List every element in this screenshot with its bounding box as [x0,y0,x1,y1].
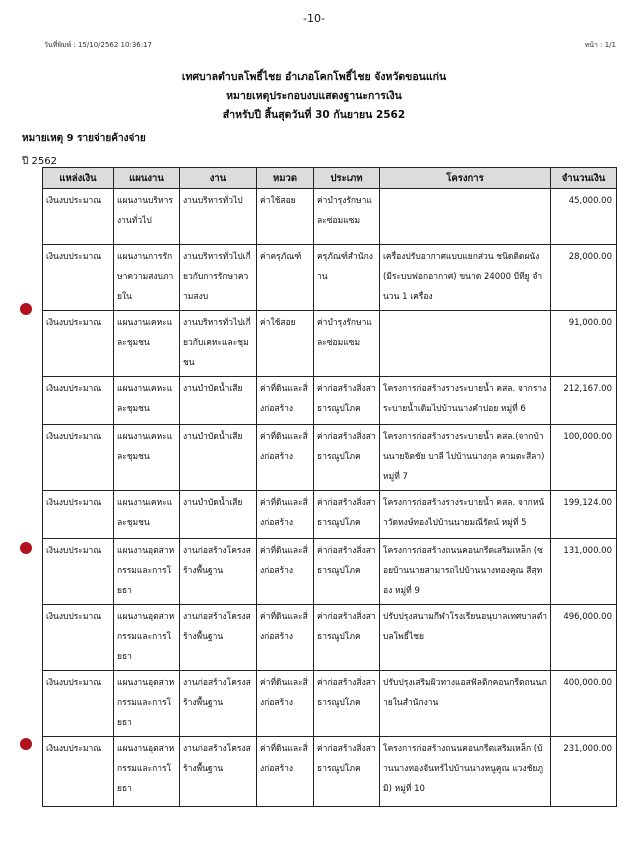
plan-cell: แผนงานเคหะและชุมชน [114,425,180,491]
amount-cell: 28,000.00 [551,245,617,311]
category-cell: ค่าครุภัณฑ์ [257,245,314,311]
table-row [43,189,617,245]
category-cell: ค่าที่ดินและสิ่งก่อสร้าง [257,425,314,491]
type-cell: ค่าก่อสร้างสิ่งสาธารณูปโภค [314,671,380,737]
amount-cell: 91,000.00 [551,311,617,377]
source-cell: เงินงบประมาณ [43,425,114,491]
table-row [43,245,617,311]
source-cell: เงินงบประมาณ [43,245,114,311]
table-header-row [43,168,617,189]
page-number: -10- [303,12,325,25]
type-cell: ค่าก่อสร้างสิ่งสาธารณูปโภค [314,737,380,807]
source-cell: เงินงบประมาณ [43,671,114,737]
type-cell: ค่าก่อสร้างสิ่งสาธารณูปโภค [314,605,380,671]
type-cell: ค่าก่อสร้างสิ่งสาธารณูปโภค [314,425,380,491]
project-cell: โครงการก่อสร้างถนนคอนกรีตเสริมเหล็ก (บ้านนางทองจันทร์ไปบ้านนางหนูคูณ แวงชัยภูมิ) หมู่ที่ 10 [380,737,551,807]
source-cell: เงินงบประมาณ [43,491,114,539]
table-row [43,425,617,491]
work-cell: งานบำบัดน้ำเสีย [180,491,257,539]
source-cell: เงินงบประมาณ [43,311,114,377]
column-header: จำนวนเงิน [551,168,617,189]
type-cell: ครุภัณฑ์สำนักงาน [314,245,380,311]
plan-cell: แผนงานอุตสาหกรรมและการโยธา [114,737,180,807]
work-cell: งานบำบัดน้ำเสีย [180,425,257,491]
source-cell: เงินงบประมาณ [43,605,114,671]
type-cell: ค่าก่อสร้างสิ่งสาธารณูปโภค [314,377,380,425]
amount-cell: 231,000.00 [551,737,617,807]
project-cell: ปรับปรุงสนามกีฬาโรงเรียนอนุบาลเทศบาลตำบลโพธิ์ไชย [380,605,551,671]
amount-cell: 131,000.00 [551,539,617,605]
punch-hole-mark [20,738,32,750]
category-cell: ค่าใช้สอย [257,311,314,377]
year-label: ปี 2562 [22,156,57,167]
project-cell: โครงการก่อสร้างถนนคอนกรีตเสริมเหล็ก (ซอยบ้านนายสามารถไปบ้านนางทองคูณ สีสุทอง หมู่ที่ 9 [380,539,551,605]
accrued-expenses-table [42,167,617,807]
column-header: ประเภท [314,168,380,189]
category-cell: ค่าที่ดินและสิ่งก่อสร้าง [257,539,314,605]
column-header: แผนงาน [114,168,180,189]
amount-cell: 100,000.00 [551,425,617,491]
plan-cell: แผนงานเคหะและชุมชน [114,311,180,377]
plan-cell: แผนงานเคหะและชุมชน [114,491,180,539]
header-period: สำหรับปี สิ้นสุดวันที่ 30 กันยายน 2562 [222,109,406,121]
project-cell: โครงการก่อสร้างรางระบายน้ำ คสล. จากหน้าวัดทงษ์ทองไปบ้านนายมณีรัตน์ หมู่ที่ 5 [380,491,551,539]
source-cell: เงินงบประมาณ [43,377,114,425]
plan-cell: แผนงานอุตสาหกรรมและการโยธา [114,671,180,737]
work-cell: งานก่อสร้างโครงสร้างพื้นฐาน [180,539,257,605]
plan-cell: แผนงานอุตสาหกรรมและการโยธา [114,605,180,671]
work-cell: งานก่อสร้างโครงสร้างพื้นฐาน [180,605,257,671]
type-cell: ค่าก่อสร้างสิ่งสาธารณูปโภค [314,491,380,539]
category-cell: ค่าใช้สอย [257,189,314,245]
table-row [43,737,617,807]
column-header: แหล่งเงิน [43,168,114,189]
punch-hole-mark [20,303,32,315]
table-row [43,377,617,425]
table-row [43,605,617,671]
amount-cell: 212,167.00 [551,377,617,425]
amount-cell: 45,000.00 [551,189,617,245]
project-cell: เครื่องปรับอากาศแบบแยกส่วน ชนิดติดผนัง (มีระบบฟอกอากาศ) ขนาด 24000 บีทียู จำนวน 1 เครื่อง [380,245,551,311]
work-cell: งานบริหารทั่วไปเกี่ยวกับการรักษาความสงบ [180,245,257,311]
work-cell: งานบำบัดน้ำเสีย [180,377,257,425]
column-header: หมวด [257,168,314,189]
type-cell: ค่าบำรุงรักษาและซ่อมแซม [314,311,380,377]
source-cell: เงินงบประมาณ [43,189,114,245]
punch-hole-mark [20,542,32,554]
work-cell: งานก่อสร้างโครงสร้างพื้นฐาน [180,671,257,737]
category-cell: ค่าที่ดินและสิ่งก่อสร้าง [257,491,314,539]
table-row [43,539,617,605]
plan-cell: แผนงานบริหารงานทั่วไป [114,189,180,245]
plan-cell: แผนงานการรักษาความสงบภายใน [114,245,180,311]
amount-cell: 496,000.00 [551,605,617,671]
work-cell: งานบริหารทั่วไป [180,189,257,245]
project-cell [380,189,551,245]
type-cell: ค่าก่อสร้างสิ่งสาธารณูปโภค [314,539,380,605]
note-title: หมายเหตุ 9 รายจ่ายค้างจ่าย [22,133,146,144]
table-row [43,671,617,737]
category-cell: ค่าที่ดินและสิ่งก่อสร้าง [257,605,314,671]
project-cell [380,311,551,377]
document-header [0,68,628,125]
project-cell: โครงการก่อสร้างรางระบายน้ำ คสล.(จากบ้านนายจิตชัย บาลี ไปบ้านนางกุล คามตะสีลา) หมู่ที่ 7 [380,425,551,491]
category-cell: ค่าที่ดินและสิ่งก่อสร้าง [257,377,314,425]
category-cell: ค่าที่ดินและสิ่งก่อสร้าง [257,737,314,807]
header-organization: เทศบาลตำบลโพธิ์ไชย อำเภอโคกโพธิ์ไชย จังหวัดขอนแก่น [181,71,447,83]
table-row [43,491,617,539]
project-cell: ปรับปรุงเสริมผิวทางแอสฟัลติกคอนกรีตถนนภายในสำนักงาน [380,671,551,737]
amount-cell: 199,124.00 [551,491,617,539]
work-cell: งานก่อสร้างโครงสร้างพื้นฐาน [180,737,257,807]
table-row [43,311,617,377]
column-header: งาน [180,168,257,189]
header-title: หมายเหตุประกอบงบแสดงฐานะการเงิน [226,90,402,102]
work-cell: งานบริหารทั่วไปเกี่ยวกับเคหะและชุมชน [180,311,257,377]
category-cell: ค่าที่ดินและสิ่งก่อสร้าง [257,671,314,737]
source-cell: เงินงบประมาณ [43,737,114,807]
page-indicator: หน้า : 1/1 [584,41,616,49]
source-cell: เงินงบประมาณ [43,539,114,605]
type-cell: ค่าบำรุงรักษาและซ่อมแซม [314,189,380,245]
plan-cell: แผนงานเคหะและชุมชน [114,377,180,425]
amount-cell: 400,000.00 [551,671,617,737]
plan-cell: แผนงานอุตสาหกรรมและการโยธา [114,539,180,605]
column-header: โครงการ [380,168,551,189]
print-date: วันที่พิมพ์ : 15/10/2562 10:36:17 [44,41,152,49]
project-cell: โครงการก่อสร้างรางระบายน้ำ คสล. จากรางระบายน้ำเดิมไปบ้านนางคำปอย หมู่ที่ 6 [380,377,551,425]
